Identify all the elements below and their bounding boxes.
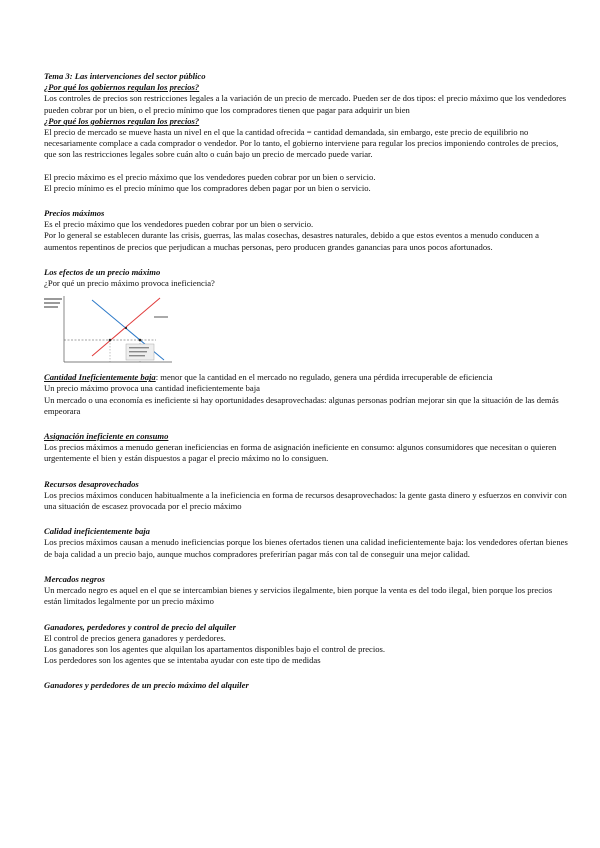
axis-caption-mark bbox=[44, 302, 60, 304]
heading-mercados-negros: Mercados negros bbox=[44, 573, 105, 584]
heading-efectos: Los efectos de un precio máximo bbox=[44, 266, 161, 277]
heading-final: Ganadores y perdedores de un precio máximo del alquiler bbox=[44, 680, 249, 691]
pm-paragraph-1: Es el precio máximo que los vendedores pueden cobrar por un bien o servicio. bbox=[44, 219, 314, 230]
ganadores-line-1: El control de precios genera ganadores y perdedores. bbox=[44, 632, 226, 643]
heading-asignacion: Asignación ineficiente en consumo bbox=[44, 431, 169, 442]
curve-label-mark bbox=[154, 316, 168, 318]
heading-precios-maximos: Precios máximos bbox=[44, 208, 105, 219]
price-ceiling-figure bbox=[44, 292, 174, 368]
document-body bbox=[44, 71, 570, 692]
qd-point bbox=[139, 339, 142, 342]
recursos-paragraph: Los precios máximos conducen habitualmente a la ineficiencia en forma de recursos desaprovechados: la gente gasta dinero y esfuerzos en convivir con una situación de escasez provocada por el precio máximo bbox=[44, 489, 567, 512]
efectos-question: ¿Por qué un precio máximo provoca ineficiencia? bbox=[44, 278, 215, 289]
cantidad-line-3: Un mercado o una economía es ineficiente si hay oportunidades desaprovechadas: algunas personas podrían mejorar sin que la situación de las demás empeorara bbox=[44, 394, 559, 416]
page-title bbox=[44, 71, 570, 82]
cantidad-rest: : menor que la cantidad en el mercado no regulado, genera una pérdida irrecuperable de eficiencia bbox=[155, 372, 493, 383]
asignacion-paragraph: Los precios máximos a menudo generan ineficiencias en forma de asignación ineficiente en consumo: algunos consumidores que necesitan o quieren urgentemente el bien y están dispuestos a pagar el precio máximo no lo consiguen. bbox=[44, 442, 557, 464]
paragraph-3: El precio máximo es el precio máximo que los vendedores pueden cobrar por un bien o servicio. bbox=[44, 171, 376, 182]
cantidad-paragraph bbox=[44, 372, 570, 383]
legend-mark bbox=[129, 355, 145, 356]
legend-mark bbox=[129, 347, 149, 348]
axis-caption-mark bbox=[44, 306, 58, 308]
question-1: ¿Por qué los gobiernos regulan los precios? bbox=[44, 82, 200, 93]
cantidad-lead: Cantidad Ineficientemente baja bbox=[44, 372, 156, 383]
pm-paragraph-2: Por lo general se establecen durante las crisis, guerras, las malas cosechas, desastres naturales, debido a que estos eventos a menudo conducen a aumentos repentinos de precios que perjudican a muchas personas, pero producen grandes ganancias para unos pocos afortunados. bbox=[44, 230, 539, 252]
mercados-negros-paragraph: Un mercado negro es aquel en el que se intercambian bienes y servicios ilegalmente, bien porque la venta es del todo ilegal, bien porque los precios están limitados legalmente por un precio máximo bbox=[44, 585, 553, 607]
axis-caption-mark bbox=[44, 298, 62, 300]
heading-calidad: Calidad ineficientemente baja bbox=[44, 526, 150, 537]
qs-point bbox=[109, 339, 112, 342]
paragraph-4: El precio mínimo es el precio mínimo que los compradores deben pagar por un bien o servicio. bbox=[44, 182, 371, 193]
title-text: Las intervenciones del sector público bbox=[72, 71, 206, 81]
title-label: Tema 3: bbox=[44, 71, 73, 81]
cantidad-line-2: Un precio máximo provoca una cantidad ineficientemente baja bbox=[44, 383, 260, 394]
heading-recursos: Recursos desaprovechados bbox=[44, 478, 139, 489]
ganadores-line-2: Los ganadores son los agentes que alquilan los apartamentos disponibles bajo el control de precios. bbox=[44, 643, 386, 654]
ganadores-line-3: Los perdedores son los agentes que se intentaba ayudar con este tipo de medidas bbox=[44, 655, 321, 666]
legend-mark bbox=[129, 351, 147, 352]
price-ceiling-graph bbox=[44, 292, 174, 368]
question-2: ¿Por qué los gobiernos regulan los precios? bbox=[44, 115, 200, 126]
paragraph-1: Los controles de precios son restricciones legales a la variación de un precio de mercado. Pueden ser de dos tipos: el precio máximo que los vendedores pueden cobrar por un bien, o el precio mínimo que los compradores tienen que pagar para adquirir un bien bbox=[44, 93, 567, 115]
calidad-paragraph: Los precios máximos causan a menudo ineficiencias porque los bienes ofertados tienen una calidad ineficientemente baja: los vendedores ofertan bienes de baja calidad a un precio bajo, aunque muchos compradores preferirían pagar más con tal de conseguir una mejor calidad. bbox=[44, 537, 568, 559]
heading-ganadores: Ganadores, perdedores y control de precio del alquiler bbox=[44, 621, 236, 632]
equilibrium-point bbox=[125, 327, 127, 329]
paragraph-2: El precio de mercado se mueve hasta un nivel en el que la cantidad ofrecida = cantidad demandada, sin embargo, este precio de equilibrio no necesariamente complace a cada comprador o vendedor. Por lo tanto, el gobierno interviene para regular los precios imponiendo controles de precios, que son las restricciones legales sobre cuán alto o cuán bajo un precio de mercado puede variar. bbox=[44, 127, 559, 160]
